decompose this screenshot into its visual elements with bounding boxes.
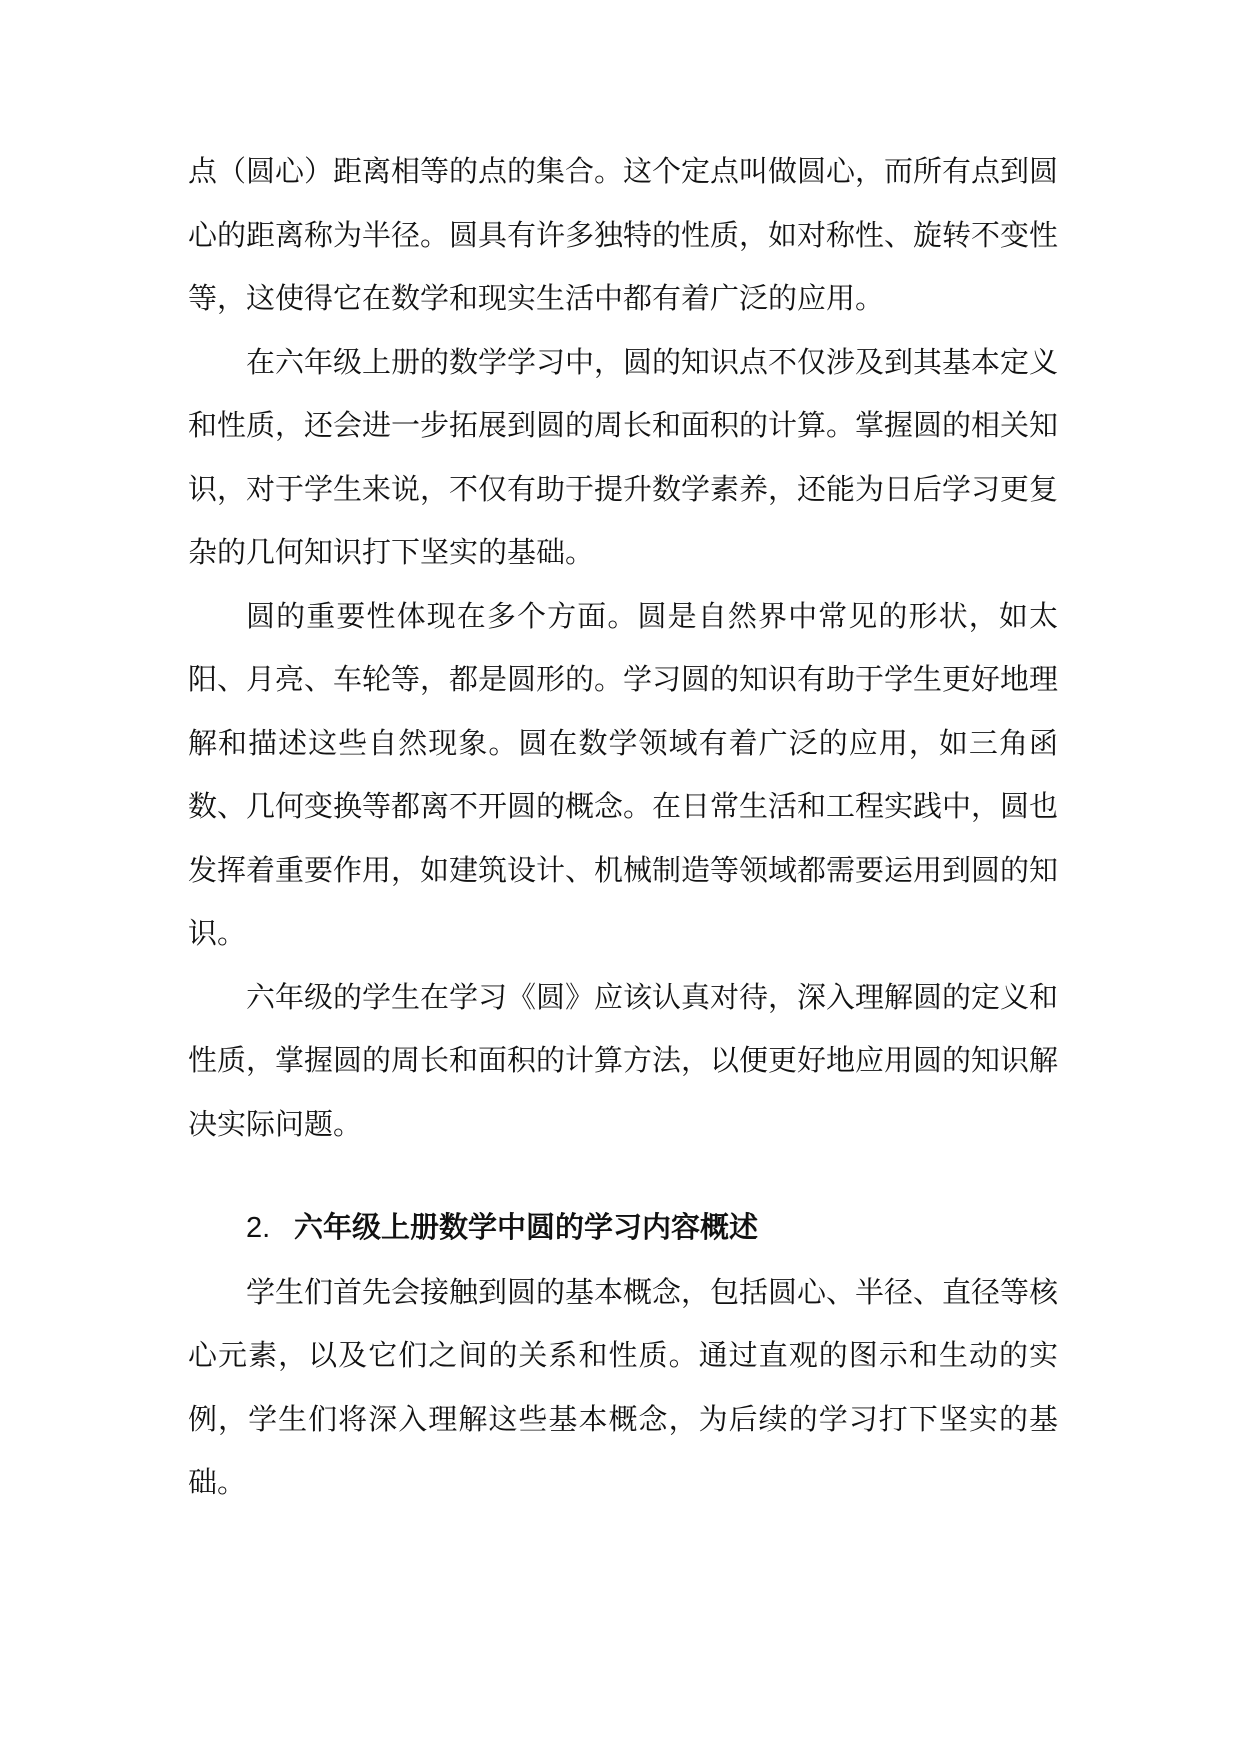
paragraph-student-attitude: 六年级的学生在学习《圆》应该认真对待，深入理解圆的定义和性质，掌握圆的周长和面积的计算方法，以便更好地应用圆的知识解决实际问题。	[188, 979, 1059, 1141]
section-heading	[188, 1156, 1058, 1261]
paragraph-circle-importance: 圆的重要性体现在多个方面。圆是自然界中常见的形状，如太阳、月亮、车轮等，都是圆形的。学习圆的知识有助于学生更好地理解和描述这些自然现象。圆在数学领域有着广泛的应用，如三角函数、几何变换等都离不开圆的概念。在日常生活和工程实践中，圆也发挥着重要作用，如建筑设计、机械制造等领域都需要运用到圆的知识。	[188, 598, 1059, 950]
document-page	[188, 140, 1058, 1515]
paragraph-circle-definition: 点（圆心）距离相等的点的集合。这个定点叫做圆心，而所有点到圆心的距离称为半径。圆具有许多独特的性质，如对称性、旋转不变性等，这使得它在数学和现实生活中都有着广泛的应用。	[188, 154, 1059, 315]
section-number: 2.	[246, 1212, 271, 1244]
paragraph-grade-six-learning: 在六年级上册的数学学习中，圆的知识点不仅涉及到其基本定义和性质，还会进一步拓展到圆的周长和面积的计算。掌握圆的相关知识，对于学生来说，不仅有助于提升数学素养，还能为日后学习更复杂的几何知识打下坚实的基础。	[188, 344, 1059, 569]
section-title: 六年级上册数学中圆的学习内容概述	[294, 1210, 759, 1244]
paragraph-basic-concepts: 学生们首先会接触到圆的基本概念，包括圆心、半径、直径等核心元素，以及它们之间的关系和性质。通过直观的图示和生动的实例，学生们将深入理解这些基本概念，为后续的学习打下坚实的基础。	[188, 1274, 1059, 1499]
